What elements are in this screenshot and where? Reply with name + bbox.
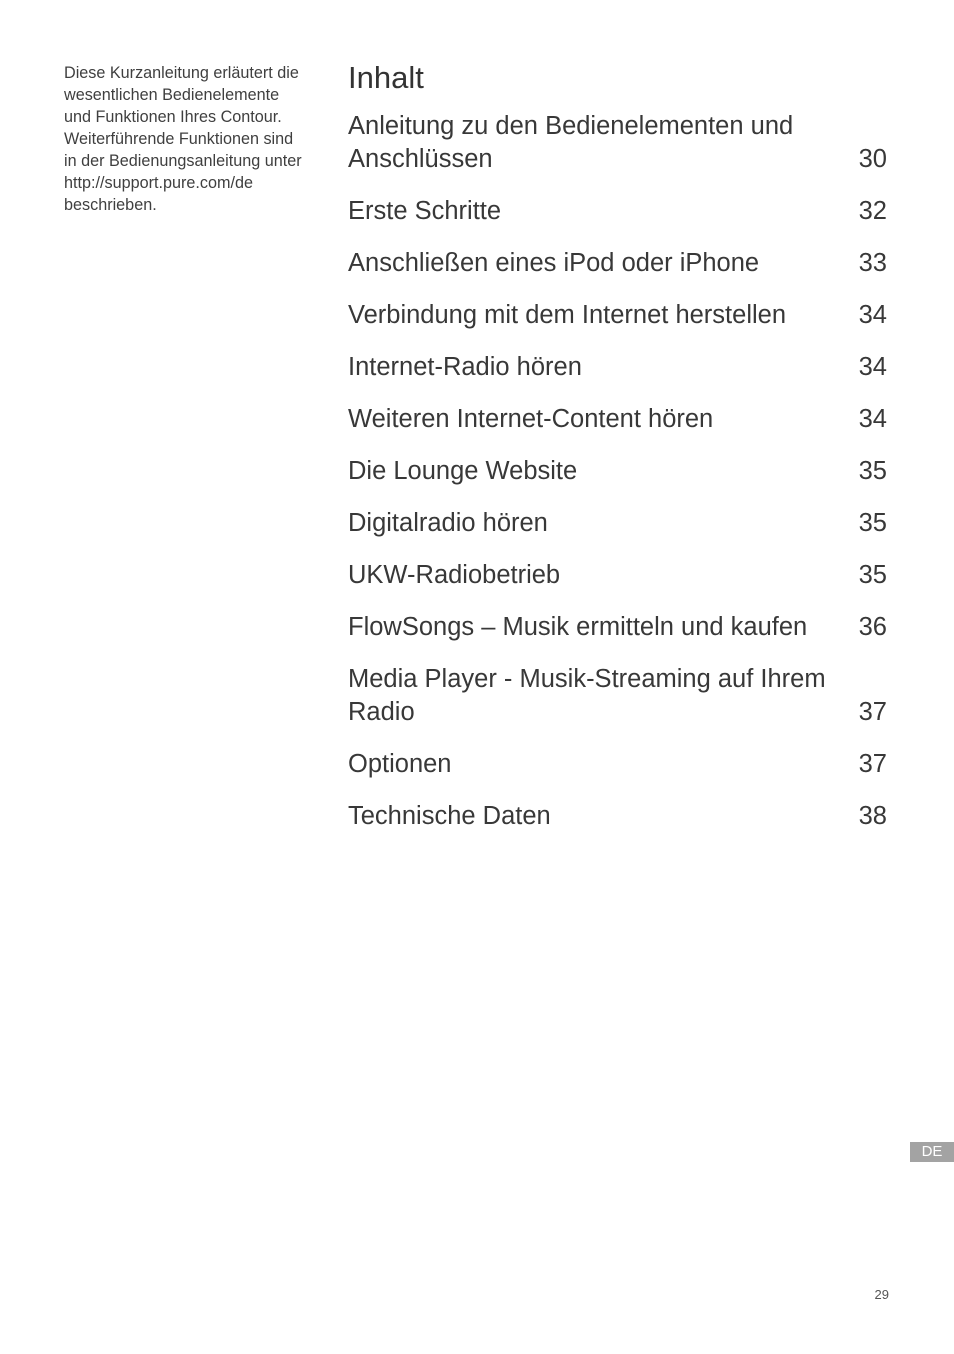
toc-entry-page: 35	[858, 457, 887, 485]
toc-entry	[348, 663, 888, 729]
toc-entry-title: UKW-Radiobetrieb	[348, 561, 561, 589]
toc-entry-page: 33	[858, 249, 887, 277]
toc-entry-page: 36	[858, 613, 887, 641]
toc-entry-title: FlowSongs – Musik ermitteln und kaufen	[348, 613, 808, 641]
intro-line: wesentlichen Bedienelemente	[64, 86, 280, 104]
intro-line: Diese Kurzanleitung erläutert die	[64, 64, 299, 82]
intro-line: Weiterführende Funktionen sind	[64, 130, 294, 148]
toc-entry-page: 38	[858, 802, 887, 830]
toc-entry-page: 34	[858, 353, 887, 381]
toc-entry-page: 37	[858, 698, 887, 726]
table-of-contents	[348, 58, 888, 852]
toc-entry-title: Optionen	[348, 750, 452, 778]
intro-line: in der Bedienungsanleitung unter	[64, 152, 302, 170]
toc-entry-page: 34	[858, 301, 887, 329]
toc-entry	[348, 748, 888, 781]
intro-line: und Funktionen Ihres Contour.	[64, 108, 282, 126]
page-number: 29	[874, 1287, 889, 1302]
intro-line: beschrieben.	[64, 196, 157, 214]
intro-line: http://support.pure.com/de	[64, 174, 253, 192]
toc-entry	[348, 403, 888, 436]
toc-entry	[348, 611, 888, 644]
toc-entry	[348, 110, 888, 176]
toc-entry	[348, 247, 888, 280]
toc-entry-page: 30	[858, 145, 887, 173]
toc-entry-title: Weiteren Internet-Content hören	[348, 405, 714, 433]
toc-entry	[348, 455, 888, 488]
toc-entry-title: Media Player - Musik-Streaming auf Ihrem Radio	[348, 665, 826, 726]
toc-entry-title: Technische Daten	[348, 802, 551, 830]
toc-entry	[348, 559, 888, 592]
toc-entry-page: 34	[858, 405, 887, 433]
toc-entry	[348, 507, 888, 540]
toc-entry-title: Anschließen eines iPod oder iPhone	[348, 249, 760, 277]
toc-entry	[348, 351, 888, 384]
toc-entry-page: 37	[858, 750, 887, 778]
toc-entry	[348, 195, 888, 228]
toc-entry-page: 35	[858, 509, 887, 537]
toc-entry-title: Verbindung mit dem Internet herstellen	[348, 301, 787, 329]
toc-entry-page: 32	[858, 197, 887, 225]
toc-entry-title: Die Lounge Website	[348, 457, 578, 485]
intro-text	[64, 62, 326, 216]
toc-heading: Inhalt	[348, 60, 424, 95]
toc-entry-title: Erste Schritte	[348, 197, 502, 225]
toc-entry-title: Internet-Radio hören	[348, 353, 582, 381]
toc-list	[348, 110, 888, 833]
toc-entry-page: 35	[858, 561, 887, 589]
toc-entry-title: Digitalradio hören	[348, 509, 548, 537]
toc-entry-title: Anleitung zu den Bedienelementen und Anschlüssen	[348, 112, 794, 173]
toc-entry	[348, 299, 888, 332]
language-tab: DE	[910, 1142, 954, 1162]
toc-entry	[348, 800, 888, 833]
